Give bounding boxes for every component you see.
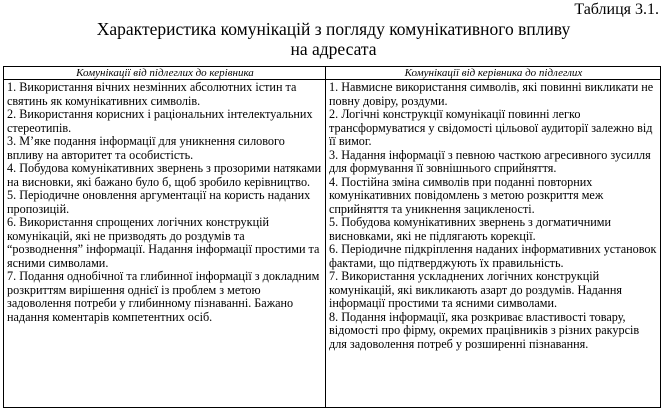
title-line-1: Характеристика комунікацій з погляду комунікативного впливу — [96, 19, 571, 39]
title-line-2: на адресата — [290, 39, 377, 59]
table-header-row — [4, 67, 661, 80]
right-item-2: 2. Логічні конструкції комунікації повинні легко трансформуватися у свідомості цільової аудиторії залежно від її вимог. — [329, 107, 653, 148]
left-item-3: 3. М’яке подання інформації для уникнення силового впливу на авторитет та особистість. — [7, 134, 285, 162]
right-item-6: 6. Періодичне підкріплення наданих інформативних установок фактами, що підтверджують їх правильність. — [329, 242, 657, 270]
right-item-5: 5. Побудова комунікативних звернень з догматичними висновками, які не підлягають корекції. — [329, 215, 612, 243]
table-row — [4, 80, 661, 408]
left-item-2: 2. Використання корисних і раціональних інтелектуальних стереотипів. — [7, 107, 313, 135]
left-item-7: 7. Подання однобічної та глибинної інформації з докладним розкриттям вирішення однієї із проблем з метою задоволення потреби у глибинному пізнаванні. Бажано надання коментарів компетентних осіб. — [7, 269, 320, 324]
left-item-4: 4. Побудова комунікативних звернень з прозорими натяками на висновки, які бажано було б, щоб зробило керівництво. — [7, 161, 322, 189]
table-title — [0, 19, 667, 59]
right-column-cell — [326, 80, 661, 408]
left-item-5: 5. Періодичне оновлення аргументації на користь наданих пропозицій. — [7, 188, 311, 216]
right-item-7: 7. Використання ускладнених логічних конструкцій комунікацій, які викликають азарт до роздумів. Надання інформації простими та ясними символами. — [329, 269, 622, 310]
left-column-cell — [4, 80, 326, 408]
right-item-3: 3. Надання інформації з певною часткою агресивного зусилля для формування її зовнішнього сприйняття. — [329, 147, 651, 175]
communications-table — [3, 66, 661, 408]
right-item-1: 1. Навмисне використання символів, які повинні викликати не повну довіру, роздуми. — [329, 80, 654, 108]
right-item-8: 8. Подання інформації, яка розкриває властивості товару, відомості про фірму, окремих працівників з різних ракурсів для задоволення потреб у розширенні пізнавання. — [329, 309, 640, 351]
left-item-6: 6. Використання спрощених логічних конструкцій комунікацій, які не призводять до роздумів та “розводнення” інформації. Надання інформації простими та ясними символами. — [7, 215, 320, 270]
column-header-subordinate-to-manager: Комунікації від підлеглих до керівника — [4, 67, 326, 80]
right-item-4: 4. Постійна зміна символів при поданні повторних комунікативних повідомлень з метою розкриття меж сприйняття та уникнення зацикленості. — [329, 174, 604, 216]
table-number: Таблиця 3.1. — [574, 1, 659, 18]
left-item-1: 1. Використання вічних незмінних абсолютних істин та святинь як комунікативних символів. — [7, 80, 297, 108]
column-header-manager-to-subordinate: Комунікації від керівника до підлеглих — [326, 67, 661, 80]
